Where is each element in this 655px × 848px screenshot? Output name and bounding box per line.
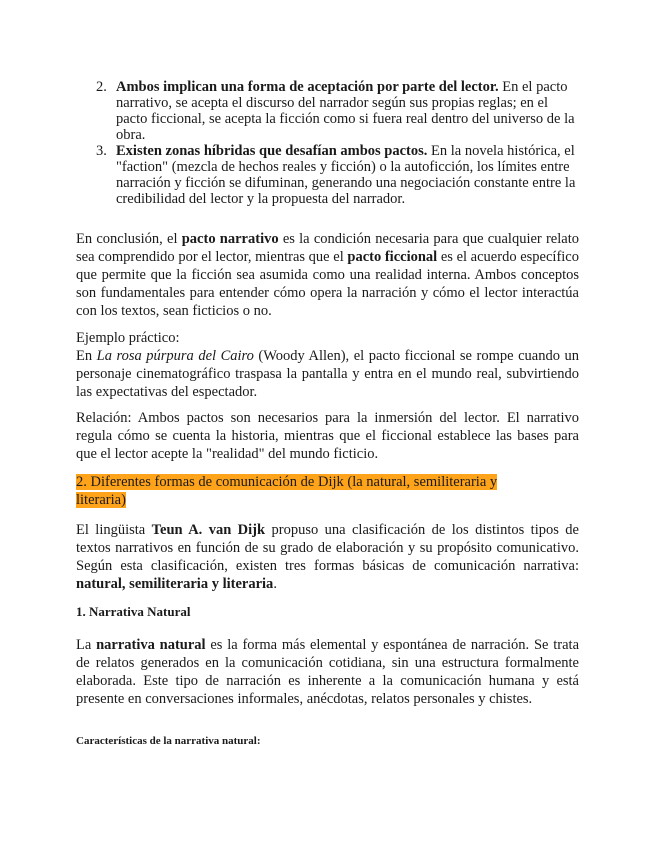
text-run: La (76, 637, 97, 653)
text-run: es el acuerdo específico que permite que la ficción sea asumida como una realidad interna. Ambos conceptos son fundamentales para entender cómo opera la narración y cómo el lector interactúa con los textos, sean ficticios o no. (76, 249, 579, 319)
subheading: 1. Narrativa Natural (76, 604, 191, 619)
text-run: Relación: Ambos pactos son necesarios para la inmersión del lector. El narrativo regula cómo se cuenta la historia, mientras que el ficcional establece las bases para que el lector acepte la "realidad" del mundo ficticio. (76, 410, 579, 462)
section-heading (76, 473, 497, 509)
list-item-number: 3. (96, 143, 107, 159)
text-run: En (76, 348, 97, 364)
example-heading: Ejemplo práctico: (76, 330, 180, 346)
list-item-bold: Existen zonas híbridas que desafían ambos pactos. (116, 143, 428, 159)
text-run: El lingüista (76, 522, 152, 538)
section-heading-line: literaria) (76, 492, 126, 508)
film-title: La rosa púrpura del Cairo (96, 348, 254, 364)
list-item-text: En la novela histórica, el "faction" (mezcla de hechos reales y ficción) o la autoficción, los límites entre narración y ficción se difuminan, generando una negociación constante entre la credibilidad del lector y la propuesta del narrador. (116, 143, 576, 207)
bold-term: pacto ficcional (347, 249, 438, 265)
text-run: es la condición necesaria para que cualquier relato sea comprendido por el lector, mientras que el (76, 231, 579, 265)
bold-term: pacto narrativo (181, 231, 279, 247)
text-run: . (273, 576, 277, 592)
natural-paragraph (76, 636, 579, 708)
intro-paragraph (76, 521, 579, 593)
list-item-number: 2. (96, 79, 107, 95)
example-paragraph (76, 329, 579, 401)
text-run: (Woody Allen), el pacto ficcional se rompe cuando un personaje cinematográfico traspasa la pantalla y entra en el mundo real, subvirtiendo las expectativas del espectador. (76, 348, 579, 400)
list-item (96, 79, 581, 143)
bold-term: narrativa natural (96, 637, 206, 653)
characteristics-heading: Características de la narrativa natural: (76, 735, 261, 747)
list-item-bold: Ambos implican una forma de aceptación por parte del lector. (116, 79, 499, 95)
text-run: En conclusión, el (76, 231, 182, 247)
bold-term: Teun A. van Dijk (151, 522, 266, 538)
numbered-list (96, 79, 581, 207)
relation-paragraph (76, 409, 579, 463)
section-heading-line: 2. Diferentes formas de comunicación de Dijk (la natural, semiliteraria y (76, 474, 498, 490)
bold-term: natural, semiliteraria y literaria (76, 576, 274, 592)
text-run: es la forma más elemental y espontánea de narración. Se trata de relatos generados en la comunicación cotidiana, sin una estructura formalmente elaborada. Este tipo de narración es inherente a la comunicación humana y está presente en conversaciones informales, anécdotas, relatos personales y chistes. (76, 637, 580, 707)
text-run: propuso una clasificación de los distintos tipos de textos narrativos en función de su grado de elaboración y su propósito comunicativo. Según esta clasificación, existen tres formas básicas de comunicación narrativa: (76, 522, 579, 574)
conclusion-paragraph (76, 230, 579, 320)
list-item-text: En el pacto narrativo, se acepta el discurso del narrador según sus propias reglas; en el pacto ficcional, se acepta la ficción como si fuera real dentro del universo de la obra. (116, 79, 575, 143)
list-item (96, 143, 581, 207)
